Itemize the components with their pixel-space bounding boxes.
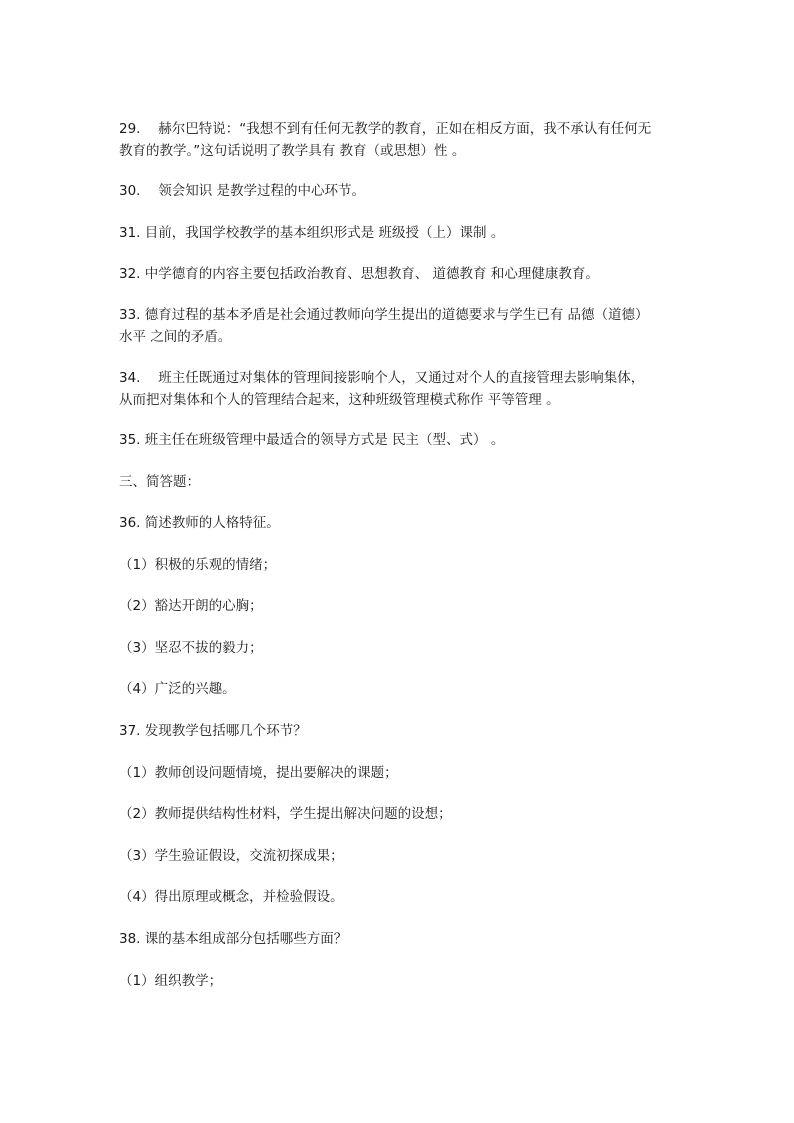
text-line: 32. 中学德育的内容主要包括政治教育、思想教育、 道德教育 和心理健康教育。: [119, 266, 599, 282]
text-line: 三、简答题：: [119, 474, 200, 490]
answer-37-item-3: [119, 845, 685, 867]
text-line: 水平 之间的矛盾。: [119, 329, 232, 345]
question-35: [119, 429, 685, 451]
text-line: （1）积极的乐观的情绪；: [119, 557, 277, 573]
answer-36-item-4: [119, 678, 685, 700]
text-line: 38. 课的基本组成部分包括哪些方面？: [119, 931, 348, 947]
question-29: [119, 118, 685, 162]
text-line: 30. 领会知识 是教学过程的中心环节。: [119, 183, 366, 199]
answer-36-item-2: [119, 595, 685, 617]
question-32: [119, 263, 685, 285]
text-line: （1）教师创设问题情境，提出要解决的课题；: [119, 765, 398, 781]
text-line: 从而把对集体和个人的管理结合起来，这种班级管理模式称作 平等管理 。: [119, 392, 560, 408]
question-34: [119, 367, 685, 411]
section-heading-short-answer: [119, 471, 685, 493]
text-line: （4）得出原理或概念，并检验假设。: [119, 889, 344, 905]
text-line: （1）组织教学；: [119, 973, 223, 989]
text-line: （2）教师提供结构性材料，学生提出解决问题的设想；: [119, 806, 452, 822]
question-36: [119, 512, 685, 534]
text-line: 29. 赫尔巴特说：“我想不到有任何无教学的教育，正如在相反方面，我不承认有任何无: [119, 121, 652, 137]
answer-37-item-1: [119, 762, 685, 784]
question-38: [119, 928, 685, 950]
text-line: 31. 目前，我国学校教学的基本组织形式是 班级授（上）课制 。: [119, 225, 505, 241]
question-31: [119, 222, 685, 244]
text-line: 教育的教学。”这句话说明了教学具有 教育（或思想）性 。: [119, 143, 466, 159]
answer-37-item-2: [119, 803, 685, 825]
question-37: [119, 720, 685, 742]
answer-36-item-1: [119, 554, 685, 576]
answer-36-item-3: [119, 637, 685, 659]
answer-38-item-1: [119, 970, 685, 992]
text-line: 37. 发现教学包括哪几个环节？: [119, 723, 307, 739]
question-30: [119, 180, 685, 202]
text-line: （2）豁达开朗的心胸；: [119, 598, 263, 614]
text-line: 34. 班主任既通过对集体的管理间接影响个人，又通过对个人的直接管理去影响集体，: [119, 370, 645, 386]
text-line: （4）广泛的兴趣。: [119, 681, 236, 697]
text-line: （3）学生验证假设，交流初探成果；: [119, 848, 344, 864]
text-line: （3）坚忍不拔的毅力；: [119, 640, 263, 656]
text-line: 36. 简述教师的人格特征。: [119, 515, 280, 531]
answer-37-item-4: [119, 886, 685, 908]
text-line: 33. 德育过程的基本矛盾是社会通过教师向学生提出的道德要求与学生已有 品德（道德）: [119, 307, 649, 323]
text-line: 35. 班主任在班级管理中最适合的领导方式是 民主（型、式） 。: [119, 432, 505, 448]
question-33: [119, 304, 685, 348]
